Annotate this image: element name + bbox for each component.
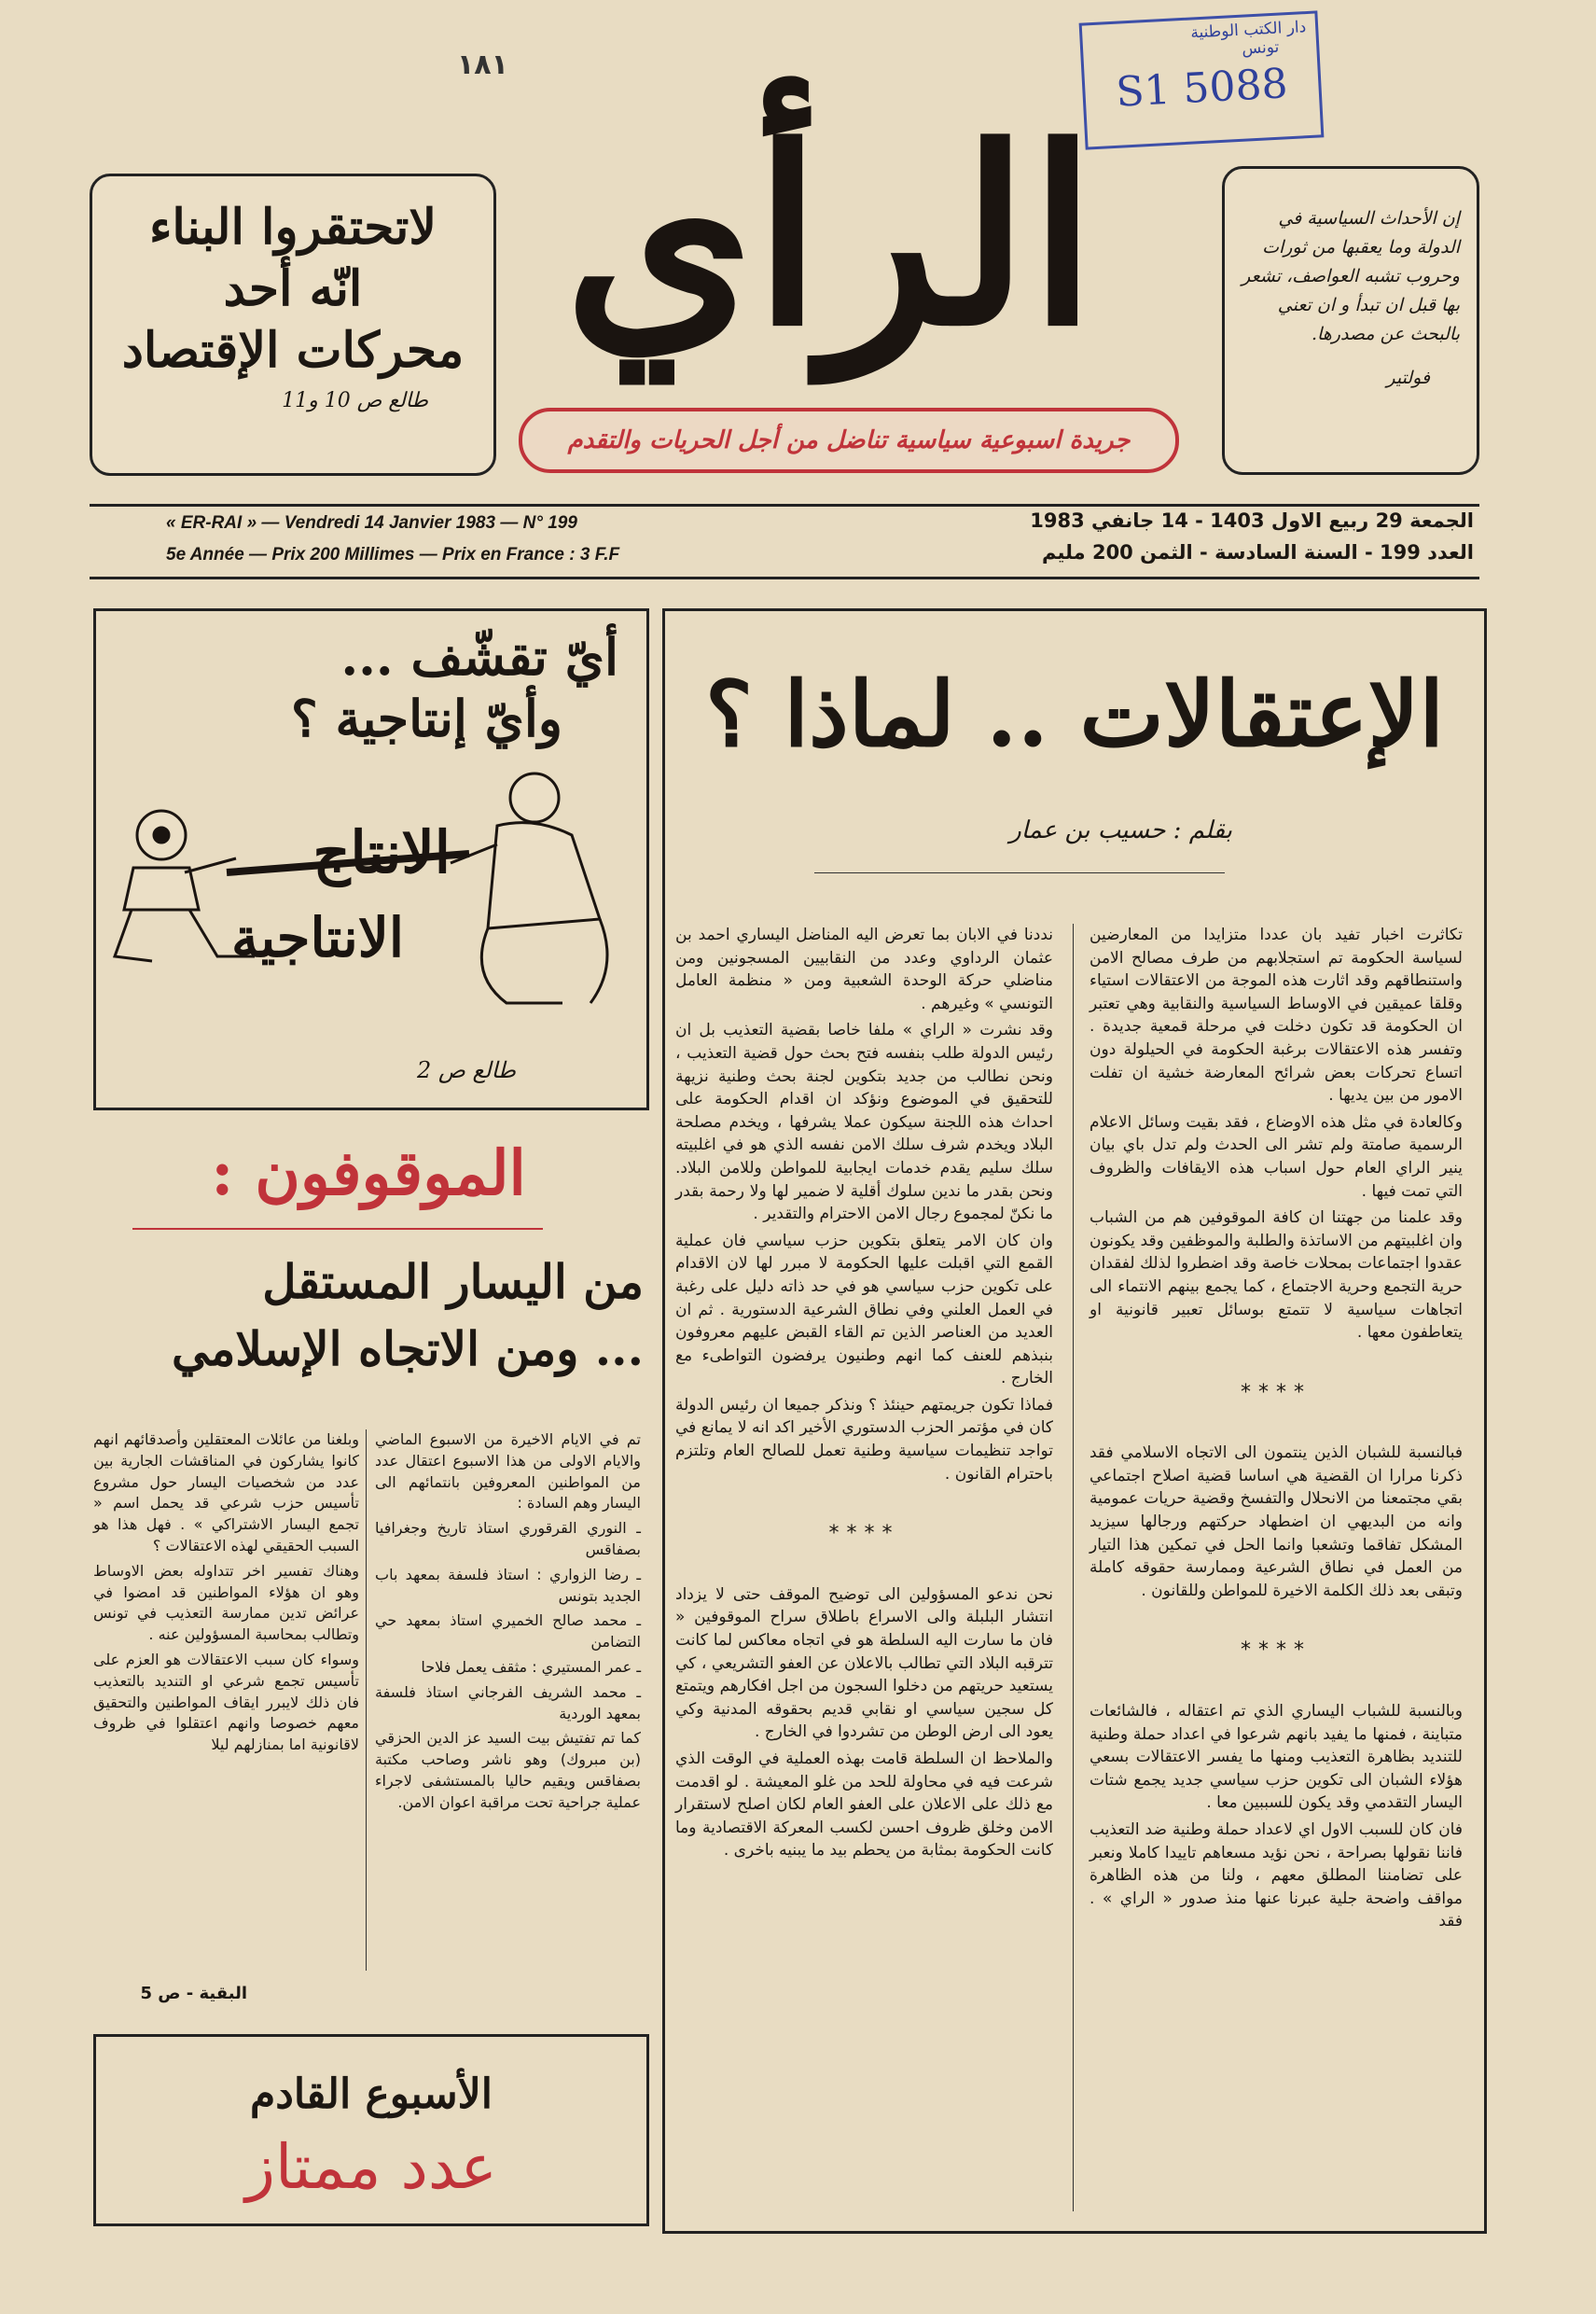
- next-week-box: [93, 2034, 649, 2226]
- detainees-sub1: من اليسار المستقل: [262, 1254, 644, 1309]
- detainees-col-divider: [366, 1429, 367, 1971]
- main-col-left: نددنا في الابان بما تعرض اليه المناضل اليساري احمد بن عثمان الرداوي وعدد من النقابيين المسجونين ومن مناضلي حركة الوحدة الشعبية ومن « منظمة العامل التونسي » وغيرهم . وقد نشرت « الراي » ملفا خاصا بقضية التعذيب بل ان رئيس الدولة طلب بنفسه فتح بحث حول قضية التعذيب ، ونحن نطالب من جديد بتكوين لجنة بحث وطنية نزيهة للتحقيق في الموضوع ونؤكد ان اقدام الحكومة على احداث هذه اللجنة سيكون عملا يشرفها ، ويخدم مصلحة البلاد ويخدم شرف سلك الامن نفسه الذي هو في اغلبيته سلك سليم يقدم خدمات ايجابية للمواطن وللامن البلاد. ونحن بقدر ما ندين سلوك أقلية لا ضمير لها ولا رحمة بقدر ما نكنّ لمجموع رجال الامن الاحترام والتقدير . وان كان الامر يتعلق بتكوين حزب سياسي فان عملية القمع التي اقبلت عليها الحكومة لا مبرر لها لان الاقدام على تكوين حزب سياسي هو في حد ذاته دليل على رغبة في العمل العلني وفي نطاق الشرعية الدستورية . ثم ان العديد من العناصر الذين تم القاء القبض عليهم معروفون بنبذهم للعنف كما انهم وطنيون يرفضون التواطىء مع الخارج . فماذا تكون جريمتهم حينئذ ؟ ونذكر جميعا ان رئيس الدولة كان في مؤتمر الحزب الدستوري الأخير اكد انه لا يمانع في تواجد تنظيمات سياسية وطنية تعمل للصالح العام وتلتزم باحترام القانون . **** نحن ندعو المسؤولين الى توضيح الموقف حتى لا يزداد انتشار البلبلة والى الاسراع باطلاق سراح الموقوفين « فان ما سارت اليه السلطة هو في اتجاه معاكس لما كانت تترقبه البلاد التي تطالب بالاعلان عن العفو التشريعي ، كي يستعيد حريتهم من دخلوا السجون من اجل افكارهم ويتمتع كل سجين سياسي او نقابي قديم بحقوقه المدنية وكي يعود الى ارض الوطن من تشردوا في الخارج . والملاحظ ان السلطة قامت بهذه العملية في الوقت الذي شرعت فيه في محاولة للحد من غلو المعيشة . لو اقدمت مع ذلك على الاعلان على العفو العام لكان اصلح لاستقرار الامن وخلق ظروف احسن لكسب المعركة الاقتصادية وما كانت الحكومة بمثابة من يحطم بيد ما يبنيه باخرى .: [675, 926, 1053, 1861]
- dateline-rule-top: [90, 504, 1479, 507]
- cartoon-title-2: وأيّ إنتاجية ؟: [290, 689, 562, 748]
- cartoon-illustration: [96, 770, 641, 1022]
- headline-ref: طالع ص 10 و11: [282, 389, 428, 412]
- detainees-title-underline: [132, 1228, 543, 1230]
- cartoon-title-1: أيّ تقشّف ...: [340, 627, 618, 687]
- detainees-continued: البقية - ص 5: [140, 1984, 247, 2003]
- next-week-line1: الأسبوع القادم: [250, 2070, 493, 2118]
- next-week-line2: عدد ممتاز: [245, 2131, 497, 2203]
- detainees-col-left: وبلغنا من عائلات المعتقلين وأصدقائهم انهم كانوا يشاركون في المناقشات الجارية بين عدد من شخصيات اليسار حول مشروع تأسيس حزب شرعي قد يحمل اسم « تجمع اليسار الاشتراكي » . فهل هذا هو السبب الحقيقي لهذه الاعتقالات ؟ وهناك تفسير اخر تتداوله بعض الاوساط وهو ان هؤلاء المواطنين قد امضوا في عرائض تدين ممارسة التعذيب في تونس وتطالب بمحاسبة المسؤولين عنه . وسواء كان سبب الاعتقالات هو العزم على تأسيس تجمع شرعي او التنديد بالتعذيب فان ذلك لايبرر ايقاف المواطنين والتحقيق معهم خصوصا وانهم اعتقلوا في ظروف لاقانونية اما بمنازلهم ليلا: [93, 1430, 359, 1754]
- cartoon-label-2: الانتاجية: [231, 906, 404, 969]
- masthead-slogan: جريدة اسبوعية سياسية تناضل من أجل الحريات والتقدم: [519, 408, 1179, 473]
- quote-box: [1222, 166, 1479, 475]
- quote-author: فولتير: [1386, 368, 1430, 388]
- headline-line3: محركات الإقتصاد: [121, 322, 465, 379]
- headline-line2: انّه أحد: [223, 260, 363, 317]
- detainees-col-right: تم في الايام الاخيرة من الاسبوع الماضي والايام الاولى من هذا الاسبوع اعتقال عدد من المواطنين المعروفين بانتمائهم الى اليسار وهم السادة : ـ النوري القرقوري استاذ تاريخ وجغرافيا بصفاقس ـ رضا الزواري : استاذ فلسفة بمعهد باب الجديد بتونس ـ محمد صالح الخميري استاذ بمعهد حي التضامن ـ عمر المستيري : مثقف يعمل فلاحا ـ محمد الشريف الفرجاني استاذ فلسفة بمعهد الوردية كما تم تفتيش بيت السيد عز الدين الحزقي (بن مبروك) وهو ناشر وصاحب مكتبة بصفاقس ويقيم حاليا بالمستشفى لاجراء عملية جراحية تحت مراقبة اعوان الامن.: [375, 1430, 641, 1811]
- detainees-sub2: ... ومن الاتجاه الإسلامي: [171, 1321, 644, 1376]
- cartoon-box: [93, 608, 649, 1110]
- main-article-title: الإعتقالات .. لماذا ؟: [704, 662, 1445, 767]
- detainees-title: الموقوفون :: [211, 1136, 526, 1209]
- dateline-fr-2: 5e Année — Prix 200 Millimes — Prix en France : 3 F.F: [166, 545, 620, 565]
- headline-box: [90, 174, 496, 476]
- cartoon-ref: طالع ص 2: [416, 1057, 516, 1083]
- main-article-byline: بقلم : حسيب بن عمار: [1009, 816, 1232, 844]
- dateline-rule-bottom: [90, 577, 1479, 579]
- headline-line1: لاتحتقروا البناء: [148, 199, 437, 256]
- byline-underline: [814, 872, 1225, 873]
- dateline-ar-1: الجمعة 29 ربيع الاول 1403 - 14 جانفي 1983: [1030, 509, 1474, 532]
- main-col-divider: [1073, 924, 1074, 2211]
- main-col-right: تكاثرت اخبار تفيد بان عددا متزايدا من المعارضين لسياسة الحكومة تم استجلابهم من طرف مصالح الامن واستنطاقهم وقد اثارت هذه الموجة من الاعتقالات استياء وقلقا عميقين في الاوساط السياسية والنقابية وهي تعتبر ان الحكومة قد تكون دخلت في مرحلة قمعية جديدة . وتفسر هذه الاعتقالات برغبة الحكومة في الحيلولة دون اتساع تحركات بعض شرائح المعارضة خشية ان تفلت الامور من بين يديها . وكالعادة في مثل هذه الاوضاع ، فقد بقيت وسائل الاعلام الرسمية صامتة ولم تشر الى الحدث ولم تدل باي بيان ينير الراي العام حول اسباب هذه الايقافات والظروف التي تمت فيها . وقد علمنا من جهتنا ان كافة الموقوفين هم من الشباب وان اغلبيتهم من الاساتذة والطلبة والموظفين وقد يكونون عقدوا اجتماعات بمحلات خاصة وقد اضطروا لذلك لفقدان حرية التجمع وحرية الاجتماع ، كما يجمع بينهم الانتماء الى اتجاهات سياسية لا تتمتع بوسائل تعبير قانونية او يتعاطفون معها . **** فبالنسبة للشبان الذين ينتمون الى الاتجاه الاسلامي فقد ذكرنا مرارا ان القضية هي اساسا قضية اصلاح اجتماعي بقي مجتمعنا من الانحلال والتفسخ وقضية حريات عمومية وانه من البديهي ان اضطهاد حركتهم ورجالها سيزيد المشكل تفاقما وتشعبا وانما الحل في تمكين هذا التيار من العمل في نطاق الشرعية وممارسة حقوقه كاملة وتبقى بعد ذلك الكلمة الاخيرة للمواطن وللقانون . **** وبالنسبة للشباب اليساري الذي تم اعتقاله ، فالشائعات متباينة ، فمنها ما يفيد بانهم شرعوا في اعداد حملة وطنية للتنديد بظاهرة التعذيب ومنها ما يفسر الاعتقالات بسعي هؤلاء الشبان الى تكوين حزب سياسي جديد يجمع شتات اليسار التقدمي وقد يكون للسببين معا . فان كان للسبب الاول اي لاعداد حملة وطنية ضد التعذيب فاننا نقولها بصراحة ، نحن نؤيد مسعاهم تاييدا كاملا ونعبر على تضامننا المطلق معهم ، ولنا من هذه الظاهرة مواقف واضحة جلية عبرنا عنها منذ صدور « الراي » . فقد: [1089, 926, 1463, 1931]
- section-separator: ****: [1241, 1380, 1311, 1404]
- section-separator: ****: [1241, 1638, 1311, 1663]
- page-number-mark: ١٨١: [457, 49, 508, 81]
- dateline-ar-2: العدد 199 - السنة السادسة - الثمن 200 مليم: [1042, 541, 1474, 564]
- section-separator: ****: [828, 1522, 900, 1546]
- masthead-title: الرأي: [563, 95, 1097, 380]
- stamp-line1: دار الكتب الوطنية: [1189, 18, 1307, 43]
- stamp-number: S1 5088: [1115, 60, 1289, 117]
- cartoon-label-1: الانتاج: [312, 818, 451, 886]
- dateline-fr-1: « ER-RAI » — Vendredi 14 Janvier 1983 — N° 199: [166, 513, 577, 533]
- stamp-line2: تونس: [1241, 37, 1280, 59]
- quote-text: إن الأحداث السياسية في الدولة وما يعقبها من ثورات وحروب تشبه العواصف، تشعر بها قبل ان تبدأ و ان تعني بالبحث عن مصدرها.: [1242, 208, 1460, 344]
